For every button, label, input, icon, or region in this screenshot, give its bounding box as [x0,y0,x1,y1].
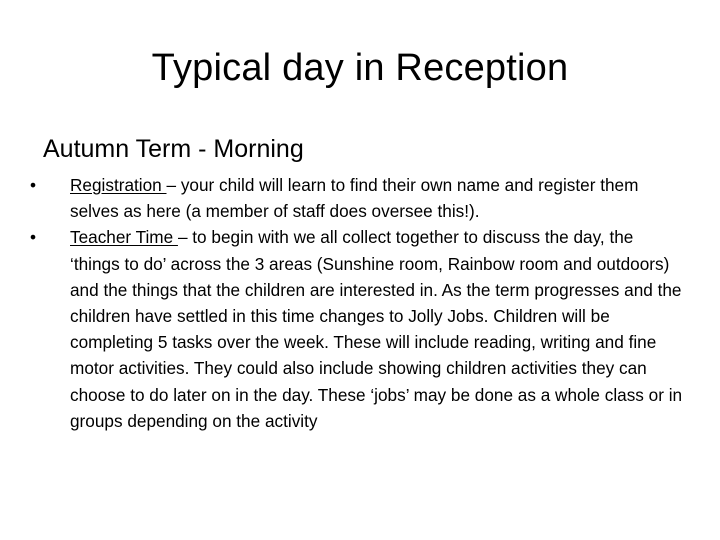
bullet-list [26,172,686,434]
bullet-term-teacher-time: Teacher Time [70,227,178,248]
bullet-text-registration: – your child will learn to find their own name and register them selves as here (a member of staff does oversee this!). [70,175,639,222]
bullet-marker: • [29,227,37,248]
bullet-text-teacher-time: – to begin with we all collect together to discuss the day, the ‘things to do’ across the 3 areas (Sunshine room, Rainbow room and outdoors) and the things that the children are interested in. As the term progresses and the children have settled in this time changes to Jolly Jobs. Children will be completing 5 tasks over the week. These will include reading, writing and fine motor activities. They could also include showing children activities they can choose to do later on in the day. These ‘jobs’ may be done as a whole class or in groups depending on the activity [70,227,683,431]
bullet-registration [26,172,686,224]
slide-title: Typical day in Reception [151,47,569,89]
bullet-teacher-time [26,224,686,434]
bullet-marker: • [29,175,37,195]
bullet-term-registration: Registration [70,175,167,195]
section-subheading: Autumn Term - Morning [43,135,304,163]
